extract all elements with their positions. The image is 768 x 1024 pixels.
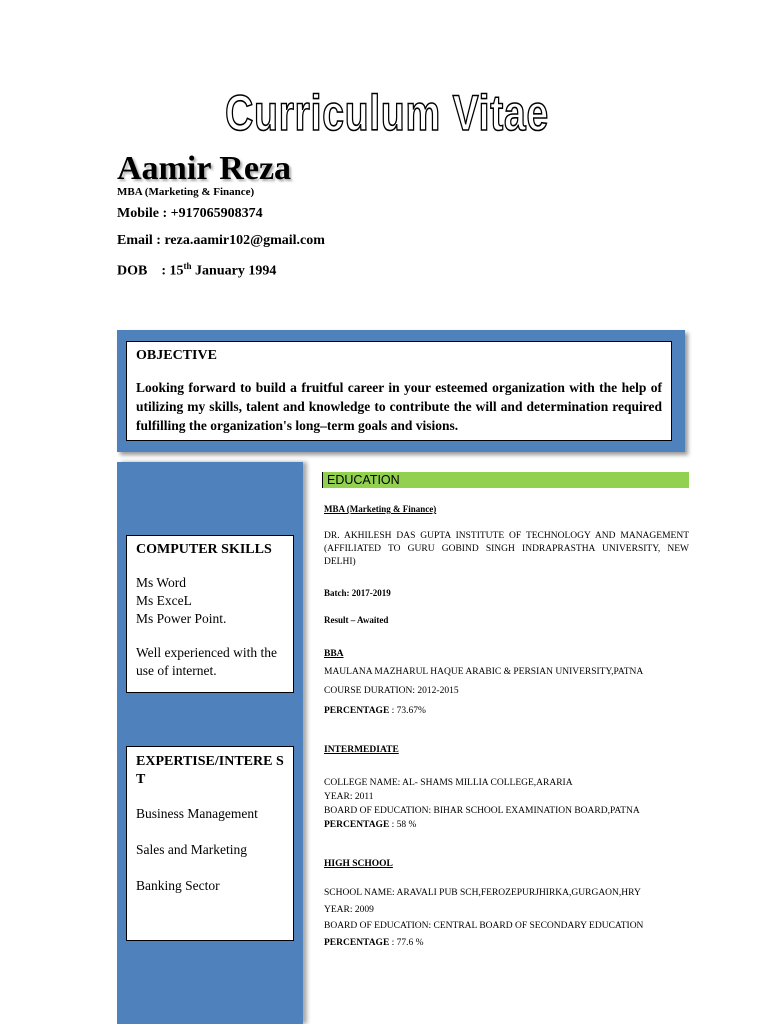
percentage-value: : 58 % — [391, 820, 417, 830]
bba-duration: COURSE DURATION: 2012-2015 — [324, 686, 459, 696]
intermediate-year: YEAR: 2011 — [324, 792, 374, 802]
education-heading: EDUCATION — [322, 472, 689, 488]
bba-title: BBA — [324, 649, 344, 659]
mobile-line: Mobile : +917065908374 — [117, 206, 263, 221]
candidate-degree: MBA (Marketing & Finance) — [117, 186, 255, 198]
bba-percentage — [324, 705, 689, 718]
dob-line — [117, 261, 276, 280]
email-line: Email : reza.aamir102@gmail.com — [117, 233, 325, 248]
objective-box — [126, 341, 672, 441]
computer-skills-heading: COMPUTER SKILLS — [136, 542, 272, 557]
high-school-board: BOARD OF EDUCATION: CENTRAL BOARD OF SECONDARY EDUCATION — [324, 921, 644, 931]
dob-sup: th — [183, 261, 192, 271]
expertise-item: Business Management — [136, 806, 258, 821]
document-title: Curriculum Vitae — [225, 85, 550, 141]
dob-sep: : 15 — [161, 263, 184, 279]
candidate-name: Aamir Reza — [117, 150, 292, 187]
high-school-name: SCHOOL NAME: ARAVALI PUB SCH,FEROZEPURJHIRKA,GURGAON,HRY — [324, 888, 641, 898]
expertise-box — [126, 746, 294, 941]
dob-rest: January 1994 — [191, 263, 277, 279]
mba-title: MBA (Marketing & Finance) — [324, 504, 437, 514]
skill-item: Ms ExceL — [136, 593, 192, 608]
high-school-percentage — [324, 937, 689, 950]
mba-batch: Batch: 2017-2019 — [324, 588, 391, 598]
percentage-value: : 73.67% — [389, 706, 426, 716]
high-school-title: HIGH SCHOOL — [324, 859, 393, 869]
expertise-item: Banking Sector — [136, 878, 220, 893]
intermediate-percentage — [324, 819, 689, 832]
computer-skills-box — [126, 535, 294, 693]
percentage-label: PERCENTAGE — [324, 820, 390, 830]
percentage-label: PERCENTAGE — [324, 938, 390, 948]
mba-institute: DR. AKHILESH DAS GUPTA INSTITUTE OF TECHNOLOGY AND MANAGEMENT (AFFILIATED TO GURU GOBIND SINGH INDRAPRASTHA UNIVERSITY, NEW DELHI) — [324, 531, 689, 567]
high-school-year: YEAR: 2009 — [324, 905, 374, 915]
expertise-item: Sales and Marketing — [136, 842, 247, 857]
expertise-heading: EXPERTISE/INTERE ST — [136, 754, 284, 787]
bba-institute: MAULANA MAZHARUL HAQUE ARABIC & PERSIAN UNIVERSITY,PATNA — [324, 667, 644, 677]
percentage-value: : 77.6 % — [391, 938, 424, 948]
dob-label: DOB — [117, 263, 148, 279]
skill-note: Well experienced with the use of internet. — [136, 645, 277, 678]
skill-item: Ms Power Point. — [136, 611, 227, 626]
intermediate-college: COLLEGE NAME: AL- SHAMS MILLIA COLLEGE,ARARIA — [324, 778, 573, 788]
objective-text: Looking forward to build a fruitful career in your esteemed organization with the help of utilizing my skills, talent and knowledge to contribute the will and determination required fulfilling the organization's long–term goals and visions. — [136, 380, 662, 433]
mba-result: Result – Awaited — [324, 615, 389, 625]
skill-item: Ms Word — [136, 575, 187, 590]
intermediate-board: BOARD OF EDUCATION: BIHAR SCHOOL EXAMINATION BOARD,PATNA — [324, 806, 640, 816]
intermediate-title: INTERMEDIATE — [324, 745, 399, 755]
percentage-label: PERCENTAGE — [324, 706, 390, 716]
objective-heading: OBJECTIVE — [136, 348, 217, 363]
